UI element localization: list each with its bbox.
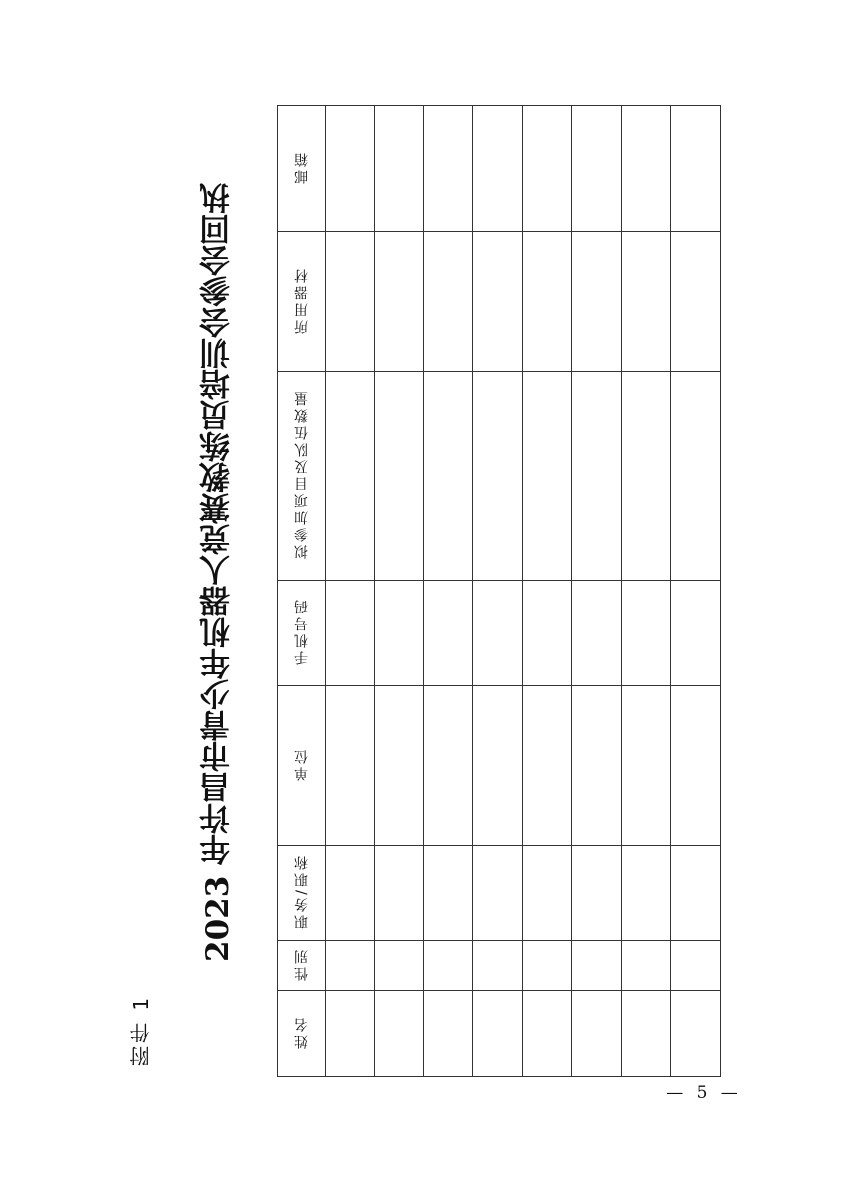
- entry-cell[interactable]: [523, 991, 572, 1077]
- column-header-label: 手机号码: [293, 597, 310, 665]
- entry-cell[interactable]: [375, 991, 424, 1077]
- entry-cell[interactable]: [473, 846, 523, 941]
- entry-cell[interactable]: [671, 232, 721, 372]
- column-header-label: 性别: [293, 946, 310, 981]
- entry-cell[interactable]: [473, 686, 523, 846]
- form-grid: [277, 105, 721, 1077]
- column-header-label: 姓名: [293, 1014, 310, 1049]
- entry-cell[interactable]: [671, 846, 721, 941]
- entry-cell[interactable]: [572, 686, 622, 846]
- field-row: [278, 372, 721, 581]
- entry-cell[interactable]: [375, 372, 424, 581]
- entry-cell[interactable]: [671, 581, 721, 686]
- entry-cell[interactable]: [326, 372, 375, 581]
- entry-cell[interactable]: [424, 941, 473, 991]
- entry-cell[interactable]: [424, 581, 473, 686]
- column-header-label: 所用器材: [293, 265, 310, 334]
- entry-cell[interactable]: [572, 106, 622, 232]
- entry-cell[interactable]: [375, 232, 424, 372]
- annex-label: 附件 1: [129, 994, 153, 1066]
- field-row: [278, 686, 721, 846]
- entry-cell[interactable]: [375, 941, 424, 991]
- entry-cell[interactable]: [523, 106, 572, 232]
- entry-cell[interactable]: [375, 846, 424, 941]
- entry-cell[interactable]: [424, 372, 473, 581]
- entry-cell[interactable]: [523, 846, 572, 941]
- entry-cell[interactable]: [326, 991, 375, 1077]
- entry-cell[interactable]: [326, 846, 375, 941]
- entry-cell[interactable]: [622, 941, 671, 991]
- entry-cell[interactable]: [572, 941, 622, 991]
- entry-cell[interactable]: [622, 686, 671, 846]
- column-header-label: 拟参加项目及队伍数量: [293, 389, 310, 559]
- entry-cell[interactable]: [671, 991, 721, 1077]
- entry-cell[interactable]: [622, 846, 671, 941]
- entry-cell[interactable]: [622, 232, 671, 372]
- entry-cell[interactable]: [523, 581, 572, 686]
- entry-cell[interactable]: [572, 372, 622, 581]
- entry-cell[interactable]: [326, 686, 375, 846]
- column-header-cell: [278, 106, 326, 232]
- entry-cell[interactable]: [326, 232, 375, 372]
- column-header-cell: [278, 941, 326, 991]
- field-row: [278, 941, 721, 991]
- column-header-cell: [278, 372, 326, 581]
- entry-cell[interactable]: [473, 232, 523, 372]
- entry-cell[interactable]: [424, 991, 473, 1077]
- entry-cell[interactable]: [523, 686, 572, 846]
- field-row: [278, 581, 721, 686]
- column-header-label: 单位: [293, 746, 310, 781]
- entry-cell[interactable]: [523, 232, 572, 372]
- entry-cell[interactable]: [473, 941, 523, 991]
- entry-cell[interactable]: [671, 372, 721, 581]
- entry-cell[interactable]: [375, 106, 424, 232]
- entry-cell[interactable]: [473, 991, 523, 1077]
- column-header-cell: [278, 846, 326, 941]
- document-title: 2023 年许昌市青少年机器人竞赛教练员培训会参会回执: [200, 182, 236, 962]
- column-header-cell: [278, 232, 326, 372]
- column-header-cell: [278, 991, 326, 1077]
- entry-cell[interactable]: [424, 106, 473, 232]
- column-header-cell: [278, 581, 326, 686]
- field-row: [278, 232, 721, 372]
- entry-cell[interactable]: [326, 106, 375, 232]
- entry-cell[interactable]: [671, 941, 721, 991]
- entry-cell[interactable]: [622, 991, 671, 1077]
- entry-cell[interactable]: [375, 581, 424, 686]
- entry-cell[interactable]: [473, 106, 523, 232]
- entry-cell[interactable]: [572, 232, 622, 372]
- entry-cell[interactable]: [671, 686, 721, 846]
- entry-cell[interactable]: [523, 372, 572, 581]
- entry-cell[interactable]: [473, 372, 523, 581]
- entry-cell[interactable]: [572, 991, 622, 1077]
- entry-cell[interactable]: [326, 941, 375, 991]
- entry-cell[interactable]: [622, 106, 671, 232]
- entry-cell[interactable]: [572, 581, 622, 686]
- field-row: [278, 846, 721, 941]
- field-row: [278, 106, 721, 232]
- entry-cell[interactable]: [424, 686, 473, 846]
- column-header-label: 邮箱: [293, 149, 310, 184]
- column-header-cell: [278, 686, 326, 846]
- entry-cell[interactable]: [424, 846, 473, 941]
- entry-cell[interactable]: [424, 232, 473, 372]
- page-number: — 5 —: [666, 1083, 742, 1103]
- entry-cell[interactable]: [473, 581, 523, 686]
- entry-cell[interactable]: [523, 941, 572, 991]
- entry-cell[interactable]: [622, 581, 671, 686]
- entry-cell[interactable]: [671, 106, 721, 232]
- registration-form-table: [277, 105, 720, 1076]
- entry-cell[interactable]: [572, 846, 622, 941]
- entry-cell[interactable]: [622, 372, 671, 581]
- field-row: [278, 991, 721, 1077]
- entry-cell[interactable]: [375, 686, 424, 846]
- entry-cell[interactable]: [326, 581, 375, 686]
- column-header-label: 职务/职称: [293, 853, 310, 929]
